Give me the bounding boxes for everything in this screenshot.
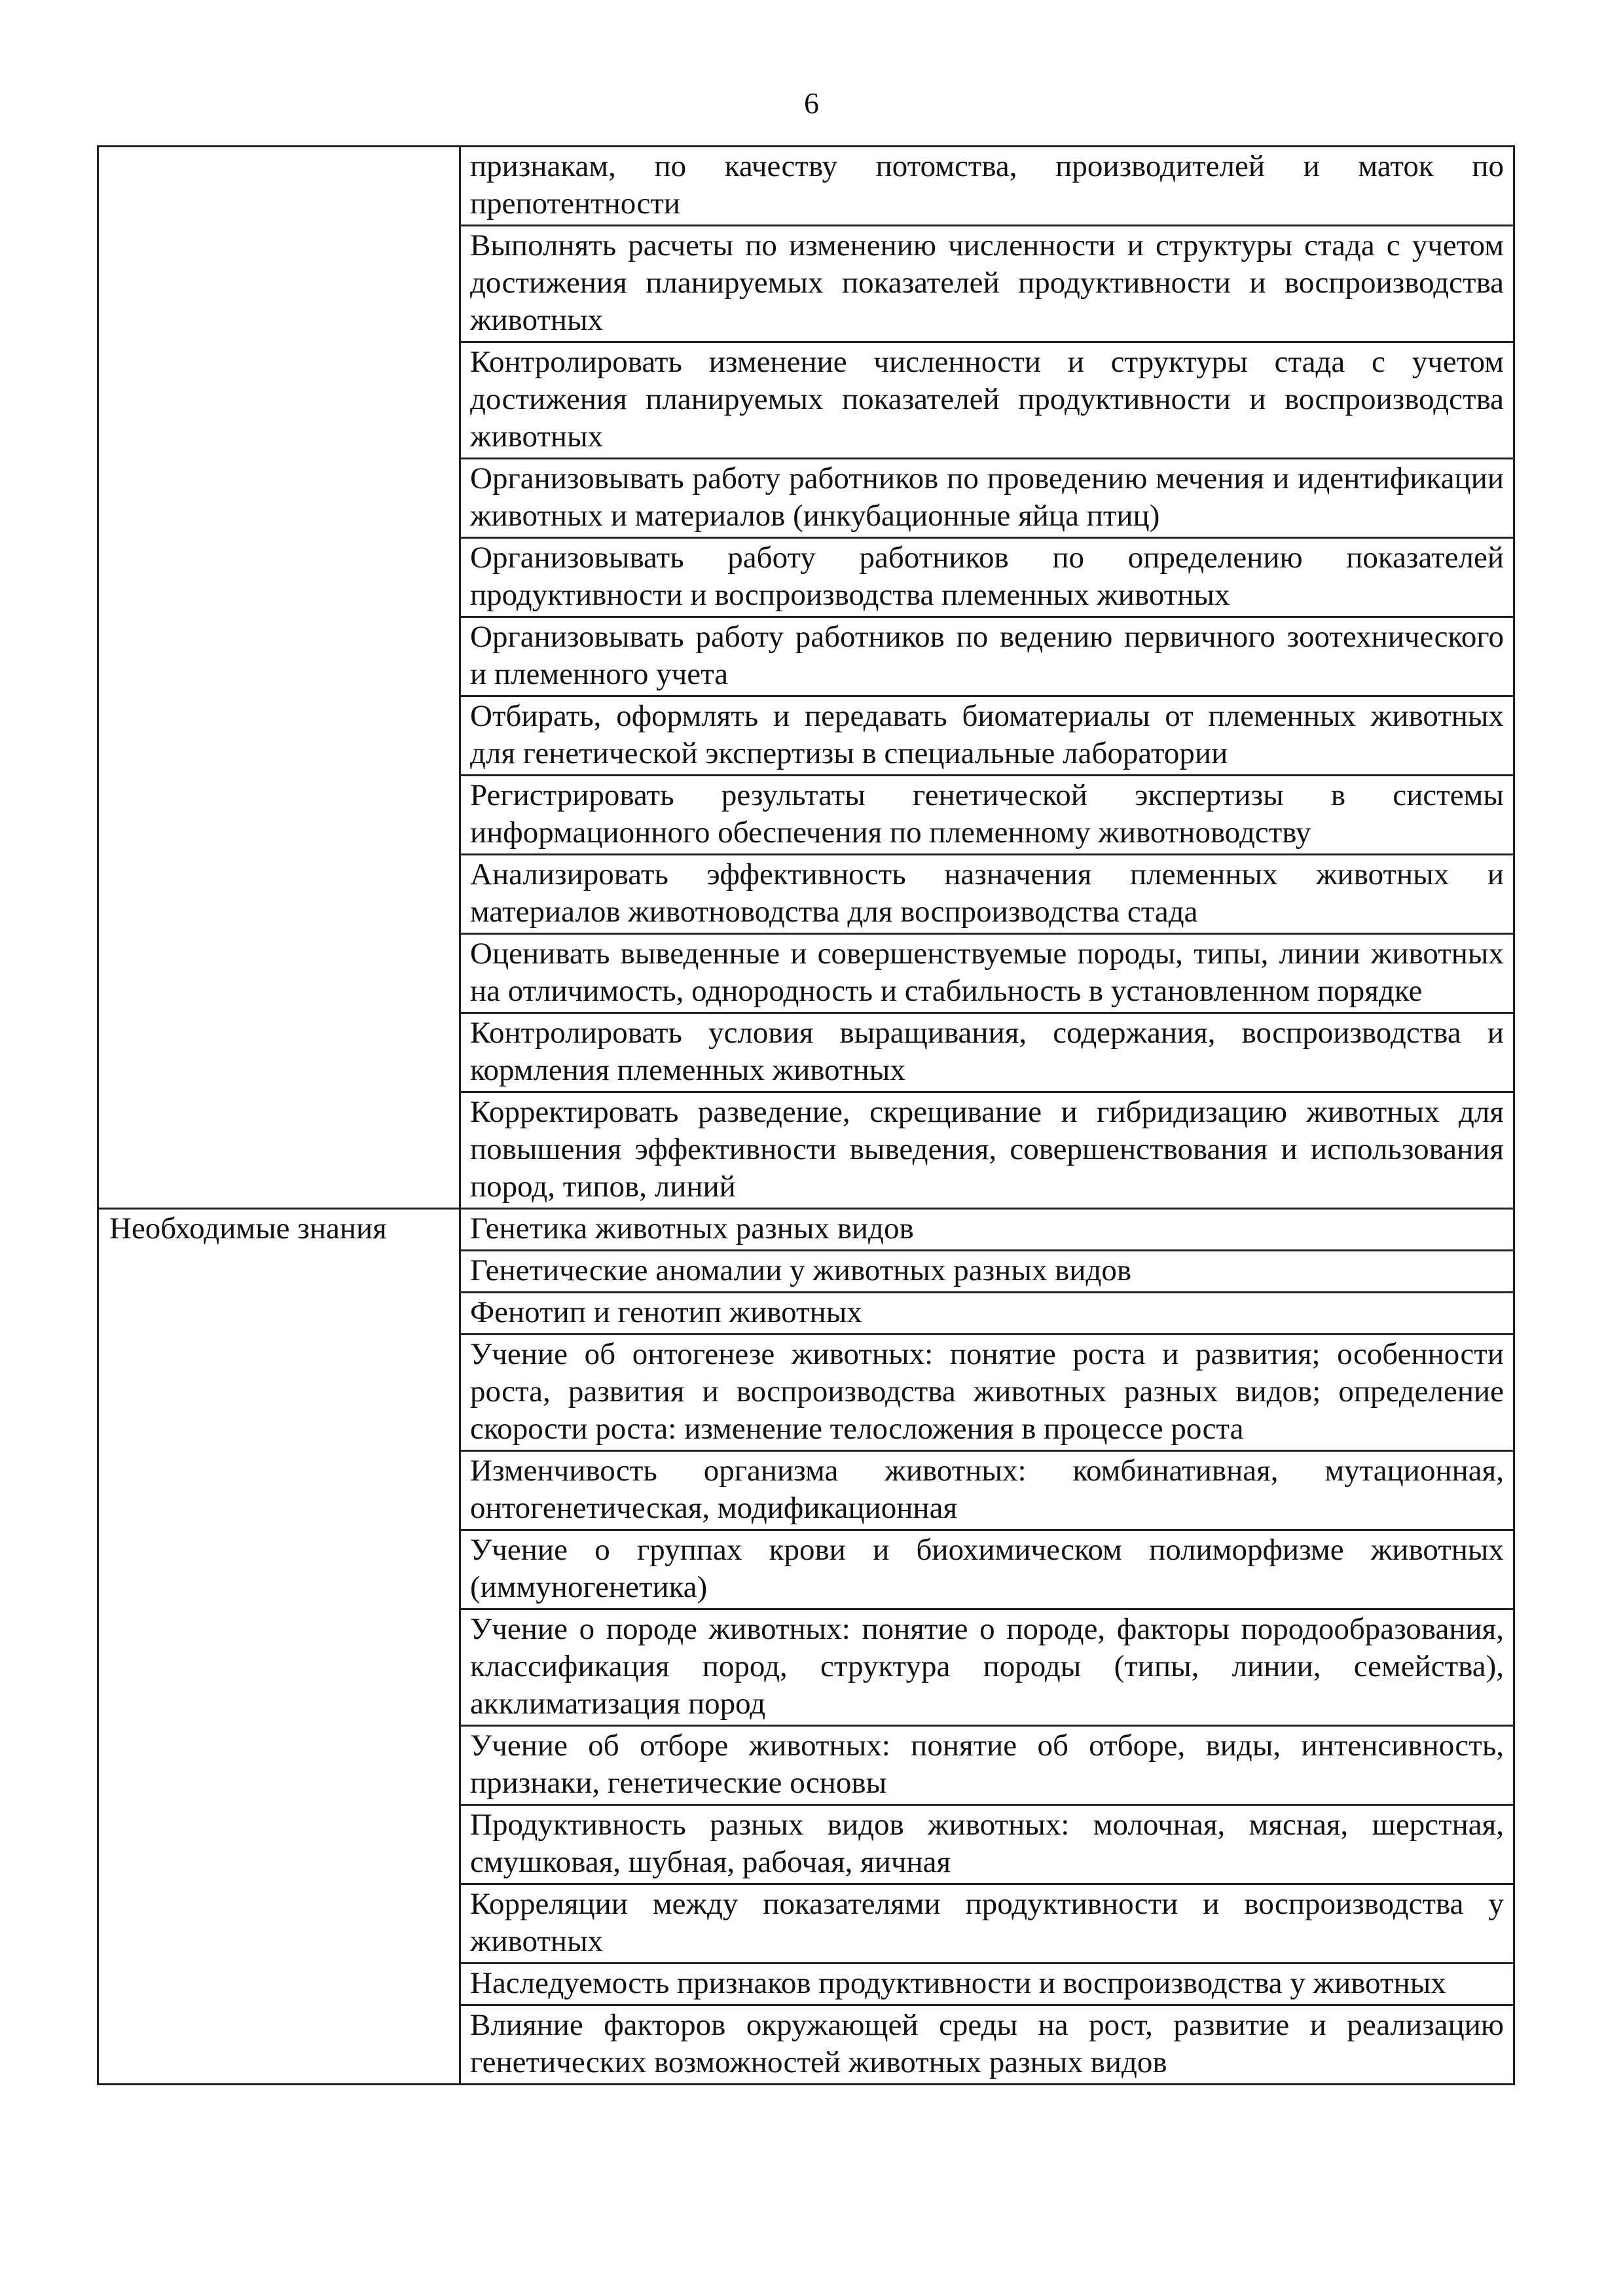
skill-item: Контролировать условия выращивания, содержания, воспроизводства и кормления племенных животных: [460, 1013, 1514, 1092]
knowledge-item: Учение о группах крови и биохимическом полиморфизме животных (иммуногенетика): [460, 1530, 1514, 1609]
skill-item: Корректировать разведение, скрещивание и гибридизацию животных для повышения эффективности выведения, совершенствования и использования пород, типов, линий: [460, 1092, 1514, 1209]
knowledge-item: Фенотип и генотип животных: [460, 1293, 1514, 1335]
requirements-table: [97, 145, 1515, 2085]
skill-item: Оценивать выведенные и совершенствуемые породы, типы, линии животных на отличимость, однородность и стабильность в установленном порядке: [460, 934, 1514, 1013]
knowledge-item: Продуктивность разных видов животных: молочная, мясная, шерстная, смушковая, шубная, рабочая, яичная: [460, 1805, 1514, 1884]
section-label-skills: [98, 147, 460, 1209]
knowledge-item: Учение о породе животных: понятие о породе, факторы породообразования, классификация пород, структура породы (типы, линии, семейства), акклиматизация пород: [460, 1609, 1514, 1726]
knowledge-item: Изменчивость организма животных: комбинативная, мутационная, онтогенетическая, модификационная: [460, 1451, 1514, 1530]
skill-item: Отбирать, оформлять и передавать биоматериалы от племенных животных для генетической экспертизы в специальные лаборатории: [460, 696, 1514, 776]
knowledge-item: Влияние факторов окружающей среды на рост, развитие и реализацию генетических возможностей животных разных видов: [460, 2005, 1514, 2085]
skill-item: Контролировать изменение численности и структуры стада с учетом достижения планируемых показателей продуктивности и воспроизводства животных: [460, 342, 1514, 459]
knowledge-item: Учение об отборе животных: понятие об отборе, виды, интенсивность, признаки, генетические основы: [460, 1726, 1514, 1805]
knowledge-item: Генетика животных разных видов: [460, 1209, 1514, 1251]
skill-item: Регистрировать результаты генетической экспертизы в системы информационного обеспечения по племенному животноводству: [460, 776, 1514, 855]
skill-item: признакам, по качеству потомства, производителей и маток по препотентности: [460, 147, 1514, 226]
skill-item: Организовывать работу работников по определению показателей продуктивности и воспроизводства племенных животных: [460, 538, 1514, 617]
knowledge-item: Корреляции между показателями продуктивности и воспроизводства у животных: [460, 1884, 1514, 1964]
page-number: 6: [804, 86, 819, 120]
skill-item: Выполнять расчеты по изменению численности и структуры стада с учетом достижения планируемых показателей продуктивности и воспроизводства животных: [460, 226, 1514, 342]
table-row: [98, 1209, 1514, 1251]
table-row: [98, 147, 1514, 226]
skill-item: Анализировать эффективность назначения племенных животных и материалов животноводства для воспроизводства стада: [460, 855, 1514, 934]
skill-item: Организовывать работу работников по проведению мечения и идентификации животных и материалов (инкубационные яйца птиц): [460, 459, 1514, 538]
knowledge-item: Наследуемость признаков продуктивности и воспроизводства у животных: [460, 1964, 1514, 2005]
knowledge-item: Генетические аномалии у животных разных видов: [460, 1251, 1514, 1293]
skill-item: Организовывать работу работников по ведению первичного зоотехнического и племенного учета: [460, 617, 1514, 696]
section-label-knowledge: Необходимые знания: [98, 1209, 460, 2085]
knowledge-item: Учение об онтогенезе животных: понятие роста и развития; особенности роста, развития и воспроизводства животных разных видов; определение скорости роста: изменение телосложения в процессе роста: [460, 1335, 1514, 1451]
